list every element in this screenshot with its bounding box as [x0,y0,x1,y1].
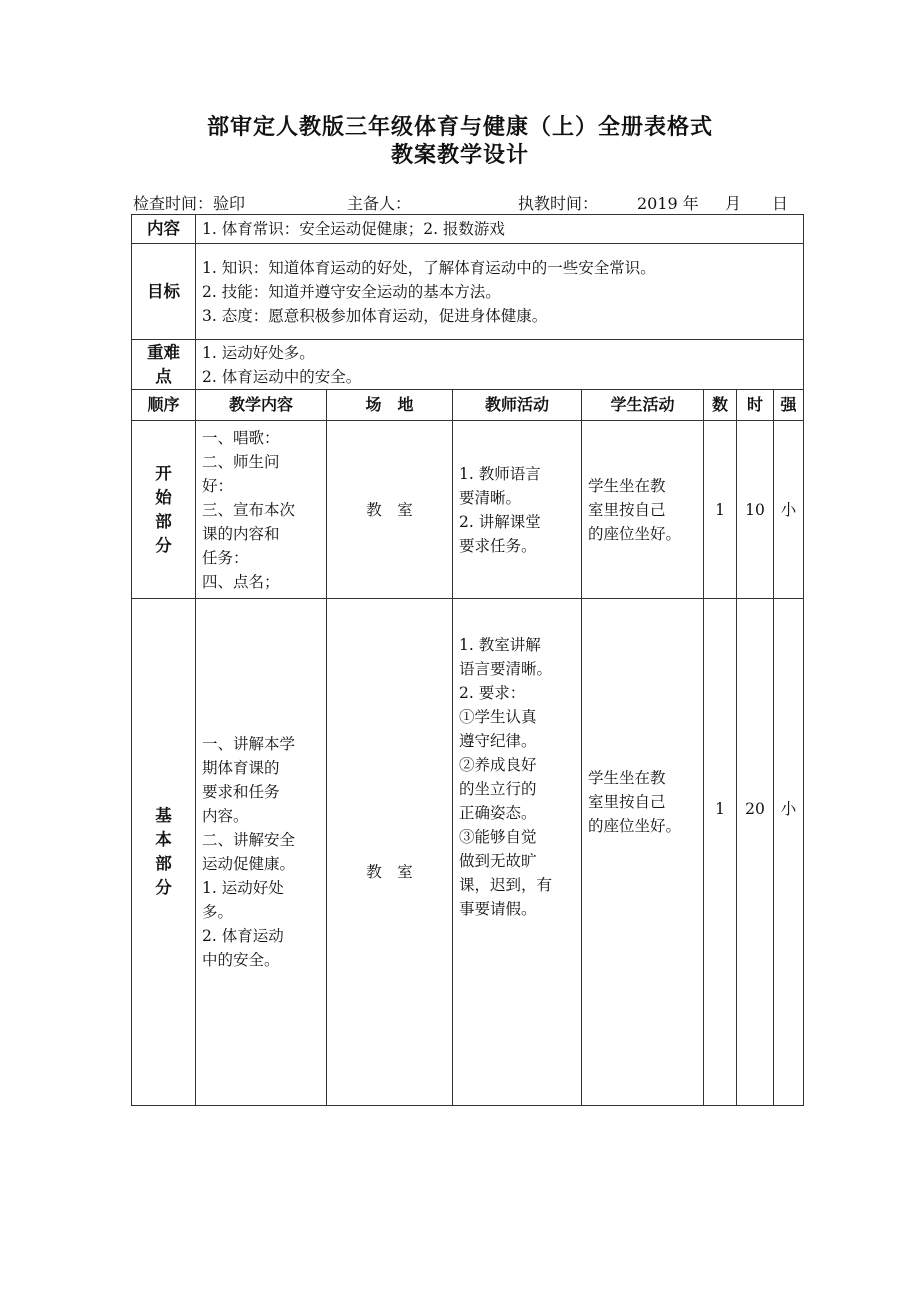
teacher-line: 要清晰。 [459,488,522,507]
teacher-line: ①学生认真 [459,708,537,726]
header-intensity: 强 [774,390,804,421]
content-label: 内容 [132,215,196,244]
content-line: 一、唱歌： [202,428,280,447]
header-teaching-content: 教学内容 [196,390,327,421]
header-student-activity: 学生活动 [582,390,704,421]
teach-month: 月 [725,194,742,213]
student-line: 学生坐在教 [588,476,666,495]
header-count: 数 [704,390,737,421]
teacher-line: 2. 讲解课堂 [459,512,541,531]
key-points-value [196,340,804,390]
content-line: 四、点名； [202,572,280,591]
content-line: 三、宣布本次 [202,500,296,519]
column-header-row [132,390,804,421]
content-line: 要求和任务 [202,783,280,801]
teacher-line: 课，迟到，有 [459,876,553,894]
student-line: 室里按自己 [588,500,666,519]
key-point-line: 1. 运动好处多。 [202,343,315,362]
section-count: 1 [704,599,737,1106]
content-line: 一、讲解本学 [202,735,296,753]
goal-line: 1. 知识：知道体育运动的好处，了解体育运动中的一些安全常识。 [202,258,656,277]
key-points-row [132,340,804,390]
section-name-char: 分 [155,878,172,897]
content-line: 课的内容和 [202,524,280,543]
key-points-label [132,340,196,390]
section-name-char: 开 [155,463,172,483]
content-line: 多。 [202,903,234,921]
teach-year: 2019 年 [637,194,699,213]
section-venue: 教 室 [327,421,453,599]
section-name-char: 部 [155,511,172,531]
key-points-label-a: 重难 [147,342,180,362]
content-line: 运动促健康。 [202,855,296,873]
section-count: 1 [704,421,737,599]
preparer-field: 主备人： [347,194,412,213]
teacher-line: 1. 教室讲解 [459,636,541,654]
goals-value [196,244,804,340]
key-point-line: 2. 体育运动中的安全。 [202,367,362,386]
teacher-line: 事要请假。 [459,900,537,918]
content-line: 好： [202,476,234,495]
content-line: 期体育课的 [202,759,280,777]
teacher-line: ③能够自觉 [459,828,537,846]
key-points-label-b: 点 [155,366,172,386]
section-name [132,421,196,599]
teacher-line: 遵守纪律。 [459,732,537,750]
content-line: 任务： [202,548,249,567]
teacher-line: 要求任务。 [459,536,537,555]
section-row-opening [132,421,804,599]
document-title-line-1: 部审定人教版三年级体育与健康（上）全册表格式 [206,115,713,140]
section-name-char: 本 [155,830,172,849]
section-name-char: 基 [155,806,172,825]
goal-line: 2. 技能：知道并遵守安全运动的基本方法。 [202,282,501,301]
student-line: 的座位坐好。 [588,524,682,543]
content-row [132,215,804,244]
section-name-char: 分 [155,535,172,555]
teacher-line: 正确姿态。 [459,804,537,822]
student-line: 室里按自己 [588,793,666,811]
student-line: 学生坐在教 [588,769,666,787]
header-teacher-activity: 教师活动 [453,390,582,421]
section-student-activity [582,421,704,599]
teacher-line: 语言要清晰。 [459,660,553,678]
content-value: 1. 体育常识：安全运动促健康；2. 报数游戏 [196,215,804,244]
section-time: 20 [737,599,774,1106]
section-teacher-activity [453,599,582,1106]
check-time-field: 检查时间：验印 [133,194,246,213]
section-name [132,599,196,1106]
section-student-activity [582,599,704,1106]
section-name-char: 始 [155,487,172,507]
teacher-line: 2. 要求： [459,684,526,702]
content-line: 中的安全。 [202,951,280,969]
teacher-line: 的坐立行的 [459,780,537,798]
content-line: 二、讲解安全 [202,831,296,849]
teach-time-label: 执教时间： [518,194,599,213]
section-name-char: 部 [155,854,172,873]
section-content [196,421,327,599]
header-order: 顺序 [132,390,196,421]
content-line: 二、师生问 [202,452,280,471]
content-line: 1. 运动好处 [202,879,284,897]
goals-row [132,244,804,340]
teacher-line: 1. 教师语言 [459,464,541,483]
goals-label: 目标 [132,244,196,340]
section-teacher-activity [453,421,582,599]
section-intensity: 小 [774,421,804,599]
header-time: 时 [737,390,774,421]
section-row-main [132,599,804,1106]
section-intensity: 小 [774,599,804,1106]
student-line: 的座位坐好。 [588,817,682,835]
teach-day: 日 [772,194,789,213]
teacher-line: ②养成良好 [459,756,537,774]
lesson-plan-table [131,214,804,1106]
section-time: 10 [737,421,774,599]
content-line: 2. 体育运动 [202,927,284,945]
goal-line: 3. 态度：愿意积极参加体育运动，促进身体健康。 [202,306,548,325]
header-venue: 场 地 [327,390,453,421]
teacher-line: 做到无故旷 [459,852,537,870]
section-venue: 教 室 [327,599,453,1106]
content-line: 内容。 [202,807,249,825]
document-title-line-2: 教案教学设计 [390,143,529,168]
section-content [196,599,327,1106]
